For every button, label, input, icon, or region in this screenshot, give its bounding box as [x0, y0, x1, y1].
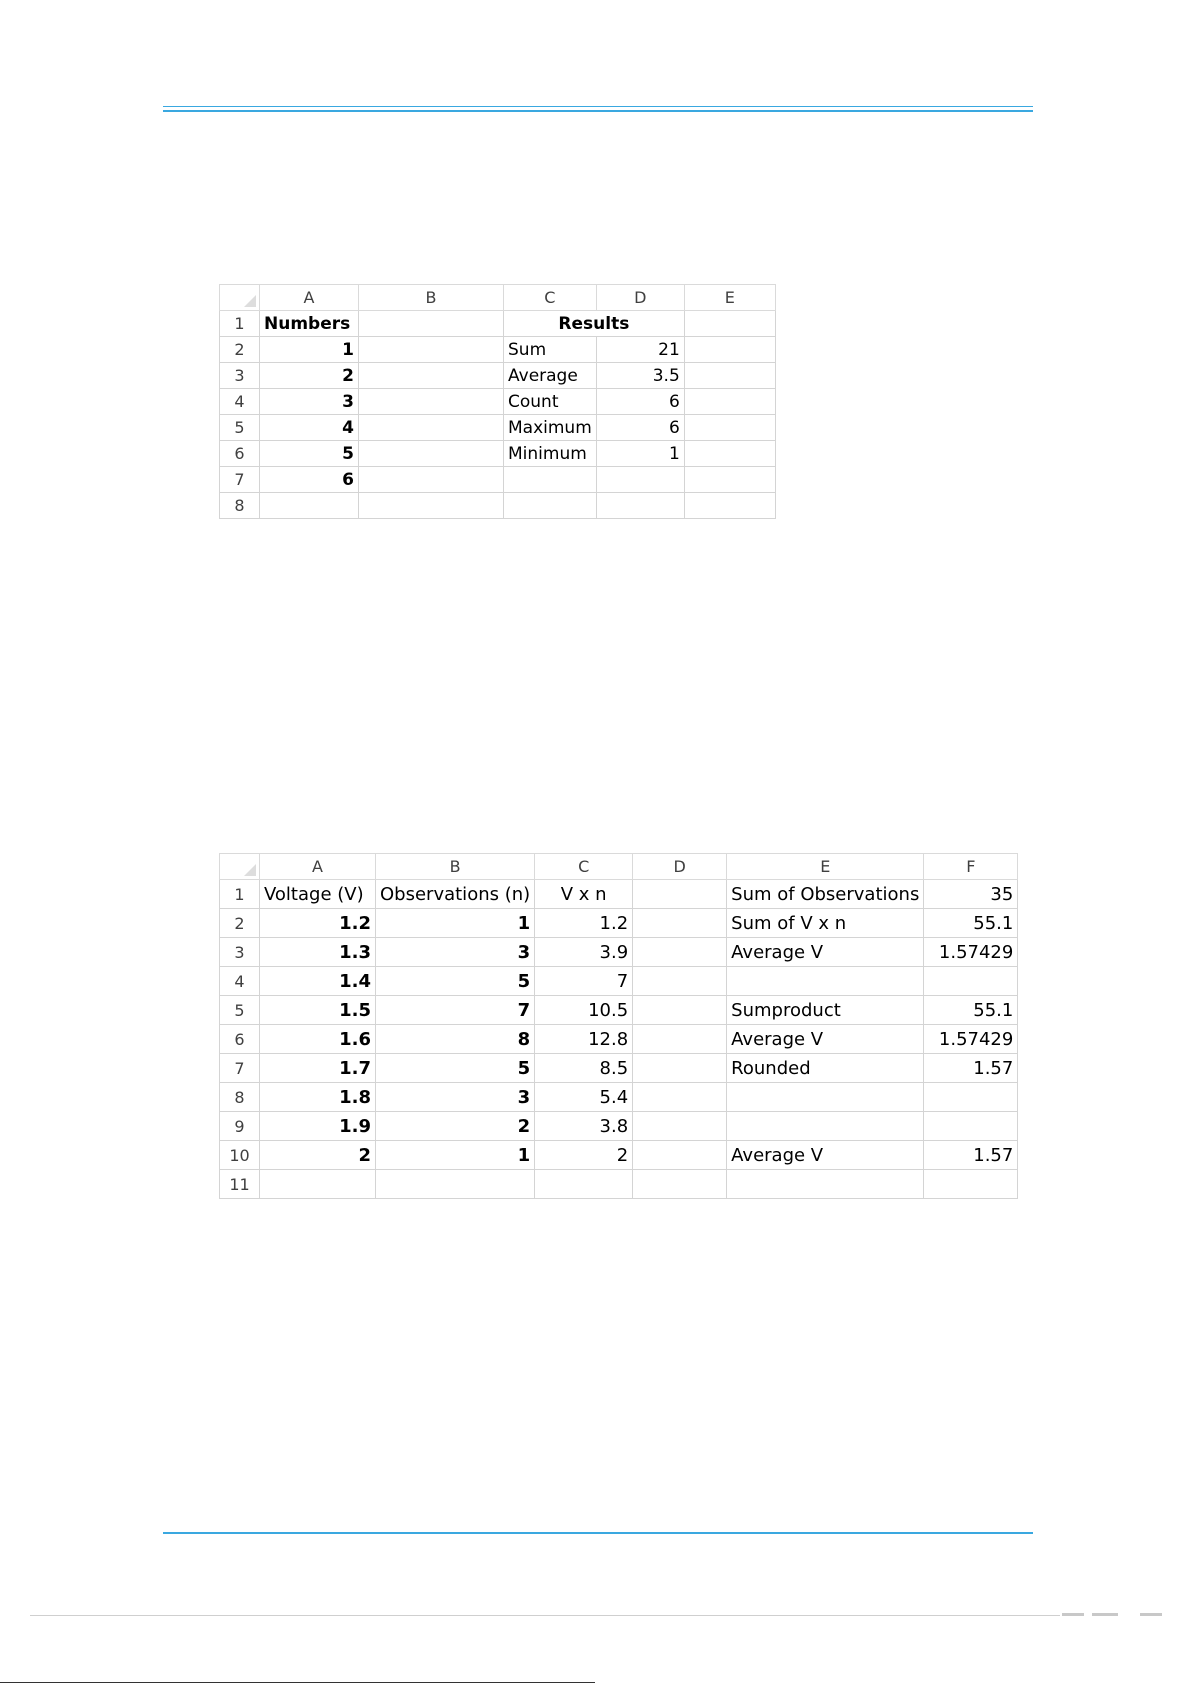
cell-vxn[interactable]: 8.5 — [535, 1054, 633, 1083]
cell[interactable] — [924, 1112, 1018, 1141]
column-header[interactable]: B — [376, 854, 535, 880]
cell[interactable] — [504, 467, 597, 493]
results-table — [219, 284, 776, 519]
cell-vxn[interactable]: 1.2 — [535, 909, 633, 938]
row-header[interactable]: 4 — [220, 967, 260, 996]
page-bottom-edge — [0, 1682, 595, 1683]
cell-observation[interactable]: 3 — [376, 1083, 535, 1112]
cell[interactable] — [684, 493, 775, 519]
footer-rule — [163, 1532, 1033, 1534]
cell-summary-label[interactable]: Sumproduct — [727, 996, 924, 1025]
cell-number[interactable]: 2 — [260, 363, 359, 389]
cell-result-label[interactable]: Sum — [504, 337, 597, 363]
cell-result-value[interactable]: 21 — [596, 337, 684, 363]
cell-summary-value[interactable]: 35 — [924, 880, 1018, 909]
cell-number[interactable]: 5 — [260, 441, 359, 467]
cell-voltage[interactable]: 1.6 — [260, 1025, 376, 1054]
cell-voltage[interactable]: 1.4 — [260, 967, 376, 996]
row-header[interactable]: 5 — [220, 415, 260, 441]
column-header[interactable]: B — [359, 285, 504, 311]
header-rule-thin — [163, 106, 1033, 107]
cell[interactable] — [633, 880, 727, 909]
cell[interactable] — [727, 967, 924, 996]
cell-summary-label[interactable]: Rounded — [727, 1054, 924, 1083]
cell-observation[interactable]: 7 — [376, 996, 535, 1025]
cell-vxn[interactable]: 10.5 — [535, 996, 633, 1025]
cell[interactable] — [359, 337, 504, 363]
cell-voltage[interactable]: 1.5 — [260, 996, 376, 1025]
cell-summary-label[interactable]: Sum of Observations — [727, 880, 924, 909]
cell-vxn[interactable]: 7 — [535, 967, 633, 996]
row-header[interactable]: 8 — [220, 1083, 260, 1112]
cell-observation[interactable]: 1 — [376, 909, 535, 938]
cell[interactable] — [376, 1170, 535, 1199]
cell[interactable] — [260, 1170, 376, 1199]
cell-vxn[interactable]: 12.8 — [535, 1025, 633, 1054]
cell[interactable] — [924, 1083, 1018, 1112]
cell-result-label[interactable]: Maximum — [504, 415, 597, 441]
cell-observation[interactable]: 5 — [376, 1054, 535, 1083]
column-header[interactable]: C — [504, 285, 597, 311]
column-header[interactable]: E — [684, 285, 775, 311]
cell-vxn[interactable]: 5.4 — [535, 1083, 633, 1112]
row-header[interactable]: 8 — [220, 493, 260, 519]
cell[interactable] — [727, 1083, 924, 1112]
cell-voltage[interactable]: 2 — [260, 1141, 376, 1170]
cell[interactable] — [596, 467, 684, 493]
row-header[interactable]: 2 — [220, 909, 260, 938]
row-header[interactable]: 7 — [220, 467, 260, 493]
cell[interactable] — [924, 967, 1018, 996]
column-header[interactable]: C — [535, 854, 633, 880]
column-header[interactable]: F — [924, 854, 1018, 880]
cell-observation[interactable]: 1 — [376, 1141, 535, 1170]
cell-header-numbers[interactable]: Numbers — [260, 311, 359, 337]
cell[interactable] — [359, 467, 504, 493]
cell-observation[interactable]: 5 — [376, 967, 535, 996]
select-all-corner[interactable] — [220, 854, 260, 880]
cell[interactable] — [633, 1112, 727, 1141]
cell[interactable] — [633, 938, 727, 967]
footer-mark — [1140, 1613, 1162, 1616]
cell-result-value[interactable]: 6 — [596, 389, 684, 415]
footer-mark — [1062, 1613, 1084, 1616]
row-header[interactable]: 10 — [220, 1141, 260, 1170]
cell-number[interactable]: 1 — [260, 337, 359, 363]
cell-number[interactable]: 4 — [260, 415, 359, 441]
row-header[interactable]: 1 — [220, 880, 260, 909]
cell[interactable] — [633, 967, 727, 996]
spreadsheet-voltage — [219, 853, 1018, 1199]
cell[interactable] — [633, 1141, 727, 1170]
cell-summary-value[interactable]: 55.1 — [924, 909, 1018, 938]
cell[interactable] — [359, 311, 504, 337]
cell[interactable] — [684, 363, 775, 389]
column-header[interactable]: A — [260, 285, 359, 311]
cell-voltage[interactable]: 1.9 — [260, 1112, 376, 1141]
footer-divider — [30, 1615, 1060, 1616]
cell-summary-label[interactable]: Average V — [727, 938, 924, 967]
row-header[interactable]: 7 — [220, 1054, 260, 1083]
row-header[interactable]: 9 — [220, 1112, 260, 1141]
row-header[interactable]: 4 — [220, 389, 260, 415]
cell-vxn[interactable]: 3.8 — [535, 1112, 633, 1141]
cell[interactable] — [924, 1170, 1018, 1199]
row-header[interactable]: 6 — [220, 1025, 260, 1054]
cell[interactable] — [633, 1170, 727, 1199]
cell[interactable] — [684, 311, 775, 337]
column-header[interactable]: D — [633, 854, 727, 880]
cell-voltage[interactable]: 1.2 — [260, 909, 376, 938]
footer-mark — [1092, 1613, 1118, 1616]
column-header[interactable]: E — [727, 854, 924, 880]
column-header[interactable]: D — [596, 285, 684, 311]
cell[interactable] — [260, 493, 359, 519]
row-header[interactable]: 3 — [220, 938, 260, 967]
cell[interactable] — [684, 467, 775, 493]
cell-summary-label[interactable]: Average V — [727, 1141, 924, 1170]
cell-vxn[interactable]: 2 — [535, 1141, 633, 1170]
cell-observation[interactable]: 2 — [376, 1112, 535, 1141]
cell-result-label[interactable]: Average — [504, 363, 597, 389]
cell-number[interactable]: 6 — [260, 467, 359, 493]
cell-summary-value[interactable]: 55.1 — [924, 996, 1018, 1025]
cell-number[interactable]: 3 — [260, 389, 359, 415]
cell[interactable] — [359, 441, 504, 467]
cell-result-value[interactable]: 3.5 — [596, 363, 684, 389]
cell-voltage[interactable]: 1.7 — [260, 1054, 376, 1083]
cell[interactable] — [359, 363, 504, 389]
row-header[interactable]: 2 — [220, 337, 260, 363]
cell[interactable] — [727, 1112, 924, 1141]
row-header[interactable]: 5 — [220, 996, 260, 1025]
cell[interactable] — [684, 415, 775, 441]
cell-summary-value[interactable]: 1.57 — [924, 1054, 1018, 1083]
cell-result-label[interactable]: Minimum — [504, 441, 597, 467]
cell-result-label[interactable]: Count — [504, 389, 597, 415]
row-header[interactable]: 11 — [220, 1170, 260, 1199]
row-header[interactable]: 3 — [220, 363, 260, 389]
cell[interactable] — [535, 1170, 633, 1199]
cell-voltage[interactable]: 1.3 — [260, 938, 376, 967]
cell[interactable] — [504, 493, 597, 519]
cell-vxn[interactable]: 3.9 — [535, 938, 633, 967]
voltage-table — [219, 853, 1018, 1199]
cell-header-results[interactable]: Results — [504, 311, 685, 337]
cell-summary-label[interactable]: Average V — [727, 1025, 924, 1054]
cell[interactable] — [359, 493, 504, 519]
cell-observation[interactable]: 8 — [376, 1025, 535, 1054]
cell-summary-value[interactable]: 1.57429 — [924, 1025, 1018, 1054]
select-all-corner[interactable] — [220, 285, 260, 311]
cell-observation[interactable]: 3 — [376, 938, 535, 967]
column-header[interactable]: A — [260, 854, 376, 880]
row-header[interactable]: 1 — [220, 311, 260, 337]
cell[interactable] — [684, 389, 775, 415]
cell[interactable] — [633, 909, 727, 938]
cell[interactable] — [633, 1025, 727, 1054]
row-header[interactable]: 6 — [220, 441, 260, 467]
cell-header-vxn[interactable]: V x n — [535, 880, 633, 909]
header-rule — [163, 110, 1033, 112]
cell-header-observations[interactable]: Observations (n) — [376, 880, 535, 909]
cell[interactable] — [359, 389, 504, 415]
cell-header-voltage[interactable]: Voltage (V) — [260, 880, 376, 909]
cell[interactable] — [684, 441, 775, 467]
cell-voltage[interactable]: 1.8 — [260, 1083, 376, 1112]
cell-result-value[interactable]: 6 — [596, 415, 684, 441]
cell[interactable] — [633, 1054, 727, 1083]
cell-result-value[interactable]: 1 — [596, 441, 684, 467]
cell[interactable] — [684, 337, 775, 363]
cell-summary-label[interactable]: Sum of V x n — [727, 909, 924, 938]
cell-summary-value[interactable]: 1.57429 — [924, 938, 1018, 967]
cell[interactable] — [359, 415, 504, 441]
spreadsheet-results — [219, 284, 776, 519]
cell-summary-value[interactable]: 1.57 — [924, 1141, 1018, 1170]
cell[interactable] — [727, 1170, 924, 1199]
cell[interactable] — [633, 996, 727, 1025]
cell[interactable] — [633, 1083, 727, 1112]
cell[interactable] — [596, 493, 684, 519]
